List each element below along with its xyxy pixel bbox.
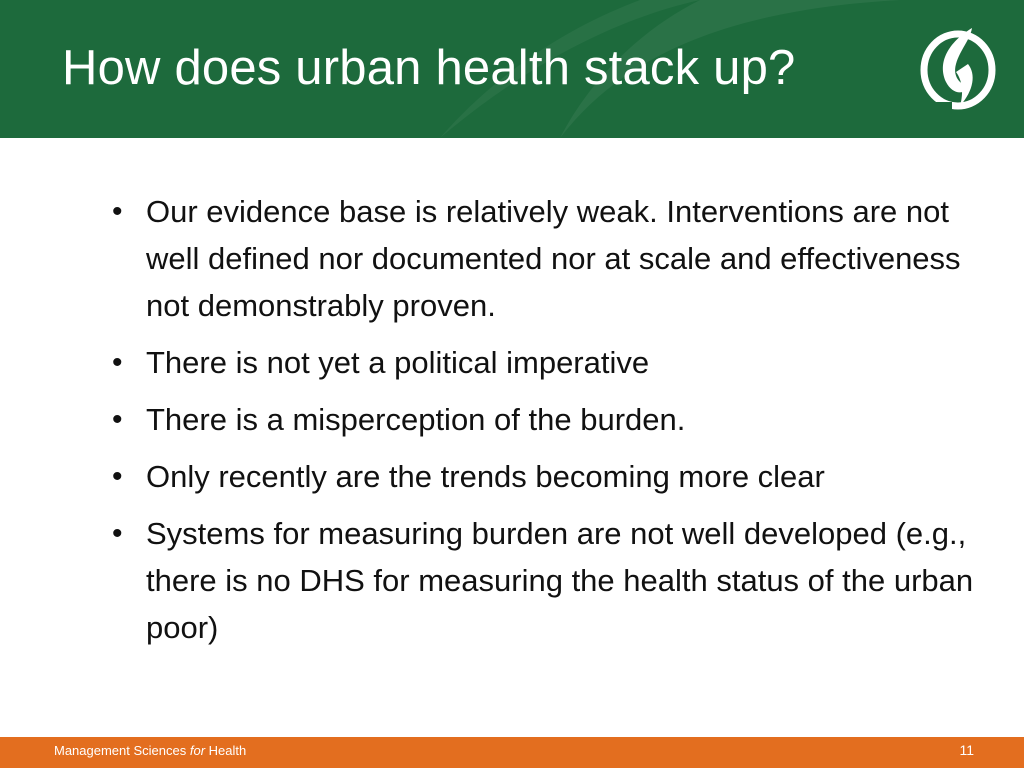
bullet-text: Our evidence base is relatively weak. Interventions are not well defined nor documented nor at scale and effectiveness not demonstrably proven. — [146, 194, 961, 323]
footer-org-italic: for — [189, 743, 206, 758]
bullet-text: There is not yet a political imperative — [146, 345, 650, 380]
bullet-item — [110, 453, 990, 500]
slide-title: How does urban health stack up? — [62, 41, 796, 95]
slide-body — [110, 188, 990, 661]
bullet-marker: • — [112, 346, 123, 379]
bullet-item — [110, 339, 990, 386]
bullet-marker: • — [112, 460, 123, 493]
footer-org-suffix: Health — [208, 743, 247, 758]
leaf-flame-logo-icon — [912, 20, 1004, 116]
slide-header — [0, 0, 1024, 138]
bullet-marker: • — [112, 517, 123, 550]
slide-footer — [0, 737, 1024, 768]
bullet-text: Systems for measuring burden are not well developed (e.g., there is no DHS for measuring the health status of the urban poor) — [146, 516, 974, 645]
bullet-text: There is a misperception of the burden. — [146, 402, 686, 437]
bullet-list — [110, 188, 990, 651]
footer-org-prefix: Management Sciences — [54, 743, 187, 758]
footer-organization — [54, 743, 246, 758]
bullet-item — [110, 510, 990, 651]
bullet-marker: • — [112, 403, 123, 436]
bullet-item — [110, 188, 990, 329]
bullet-text: Only recently are the trends becoming more clear — [146, 459, 825, 494]
bullet-marker: • — [112, 195, 123, 228]
bullet-item — [110, 396, 990, 443]
page-number: 11 — [959, 742, 974, 758]
